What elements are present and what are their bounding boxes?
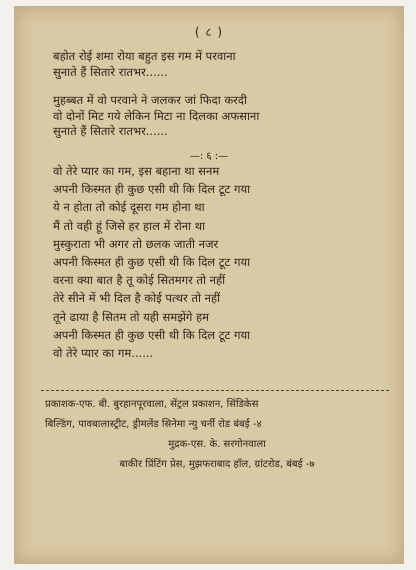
publisher-line: प्रकाशक-एफ. बी. बुरहानपूरवाला, सेंट्रल प्रकाशन, सिंडिकेस [45,399,259,410]
verse-line: सुनाते हैं सितारे रातभर...... [53,124,168,138]
lyric-line: अपनी किस्मत ही कुछ एसी थी कि दिल टूट गया [53,182,251,197]
song-divider: —: ६ :— [189,151,229,162]
lyric-line: वो तेरे प्यार का गम, इस बहाना था सनम [53,164,220,178]
lyric-line: तेरे सीने में भी दिल है कोई पत्थर तो नहीं [53,291,221,306]
lyric-line: वो तेरे प्यार का गम...... [53,345,154,360]
lyric-line: मुस्कुराता भी अगर तो छलक जाती नजर [53,236,219,251]
lyric-line: मैं तो वही हूं जिसे हर हाल में रोना था [53,218,206,233]
stanza-2 [53,93,385,140]
imprint-footer [45,395,389,475]
lyric-line: अपनी किस्मत ही कुछ एसी थी कि दिल टूट गया [53,327,251,342]
lyric-line: ये न होता तो कोई दूसरा गम होना था [53,200,205,215]
lyric-line: तूने ढाया है सितम तो यही समझेंगे हम [53,309,210,324]
printer-line: मुद्रक-एस. के. सरगोनवाला [168,439,266,450]
booklet-page [14,6,404,564]
lyric-line: वरना क्या बात है तू कोई सितमगर तो नहीं [53,273,226,288]
stanza-1 [53,49,385,80]
verse-line: बहोत रोई शमा रोया बहुत इस गम में परवाना [53,49,236,63]
page-number: ( ८ ) [194,25,224,39]
publisher-line: बिल्डिंग, पावबालास्ट्रीट, ड्रीमलेंड सिनेमा न्यु चर्नी रोड बंबई -४ [45,419,262,430]
verse-line: वो दोनों मिट गये लेकिन मिटा ना दिलका अफसाना [53,108,260,123]
verse-line: मुहब्बत में वो परवाने ने जलकर जां फिदा करदी [53,93,247,107]
footer-divider [41,390,389,391]
lyric-line: अपनी किस्मत ही कुछ एसी थी कि दिल टूट गया [53,254,251,269]
verse-line: सुनाते हैं सितारे रातभर...... [53,64,168,79]
printer-line: बाकीर प्रिंटिंग प्रेस, मुझफराबाद हॉल, ग्रांटरोड, बंबई -७ [119,459,315,470]
song-lyrics [53,162,385,362]
